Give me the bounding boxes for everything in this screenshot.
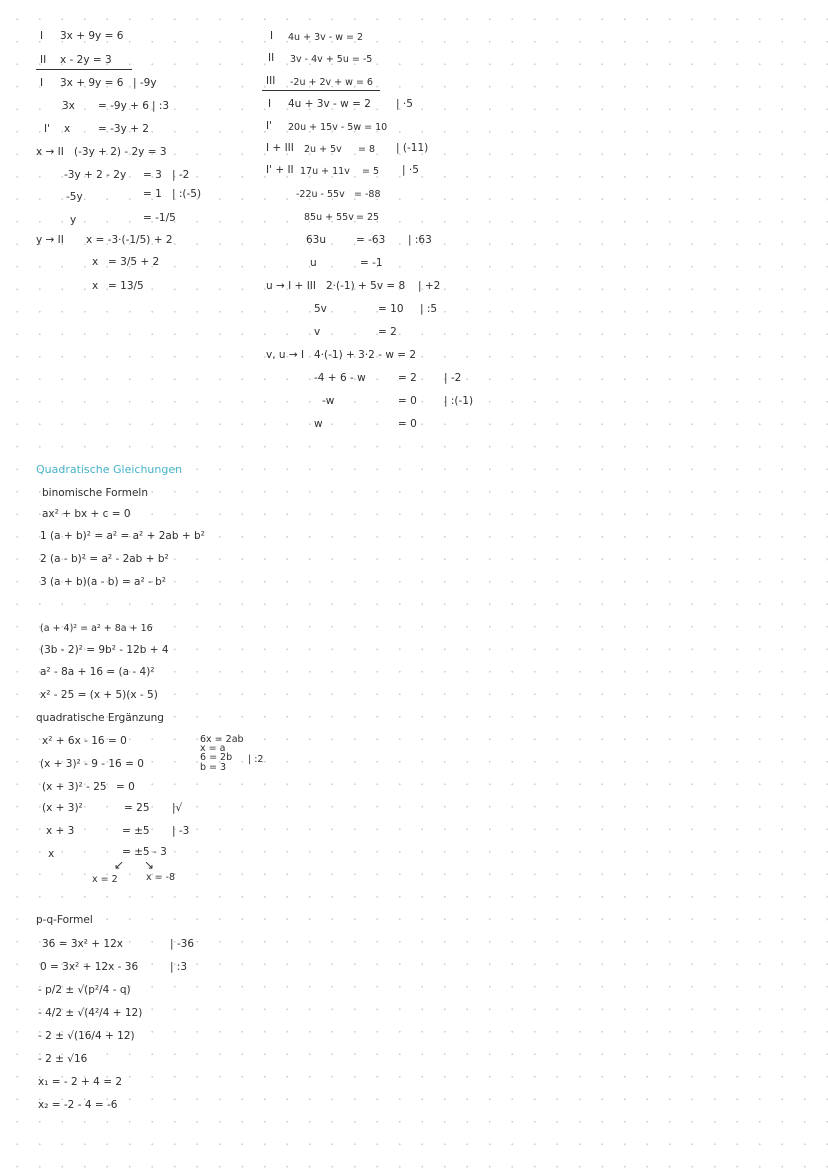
- equation-rhs: = 0: [398, 418, 417, 430]
- equation-lhs: 3x: [62, 100, 75, 112]
- equation-lhs: -4 + 6 - w: [314, 372, 366, 384]
- roman-label: I': [44, 123, 50, 135]
- equation-rhs: = 2: [378, 326, 397, 338]
- substitution-label: y → II: [36, 234, 64, 246]
- side-calc: x = a: [200, 743, 226, 754]
- equation-lhs: 17u + 11v: [300, 166, 350, 177]
- equation-lhs: (x + 3)²: [42, 802, 83, 814]
- operation-note: | -2: [172, 169, 190, 181]
- operation-note: | ·5: [396, 98, 413, 110]
- combination-label: I + III: [266, 142, 294, 154]
- equation-lhs: -22u - 55v: [296, 189, 345, 200]
- equation: 3x + 9y = 6: [60, 30, 124, 42]
- arrow-down-right-icon: ↘: [144, 858, 155, 872]
- substitution-label: v, u → I: [266, 349, 305, 361]
- equation: 3v - 4v + 5u = -5: [290, 54, 373, 65]
- equation-rhs: = 3: [143, 169, 162, 181]
- operation-note: | +2: [418, 280, 441, 292]
- equation-lhs: x: [92, 256, 99, 268]
- operation-note: | -9y: [133, 77, 157, 89]
- equation: 4·(-1) + 3·2 - w = 2: [314, 349, 417, 361]
- arrow-down-left-icon: ↙: [114, 858, 125, 872]
- side-calc: 6 = 2b: [200, 752, 233, 763]
- pq-step: - 2 ± √16: [38, 1053, 88, 1065]
- equation: x = -3·(-1/5) + 2: [86, 234, 173, 246]
- equation-lhs: u: [310, 257, 317, 269]
- pq-step: - 2 ± √(16/4 + 12): [38, 1030, 135, 1042]
- equation-rhs: = 3/5 + 2: [108, 256, 160, 268]
- section-heading: Quadratische Gleichungen: [36, 463, 183, 476]
- equation: x² + 6x - 16 = 0: [42, 735, 127, 747]
- roman-label: III: [266, 75, 276, 87]
- underline: [262, 90, 380, 91]
- equation-lhs: x: [92, 280, 99, 292]
- example: (a + 4)² = a² + 8a + 16: [40, 623, 153, 634]
- equation-rhs: = 13/5: [108, 280, 144, 292]
- binomial-formula: 1 (a + b)² = a² = a² + 2ab + b²: [40, 530, 205, 542]
- equation-lhs: -3y + 2 - 2y: [64, 169, 127, 181]
- equation-rhs: = -1: [360, 257, 383, 269]
- equation-rhs: = -9y + 6: [98, 100, 149, 112]
- equation-lhs: -5y: [66, 191, 83, 203]
- substitution-label: u → I + III: [266, 280, 316, 292]
- underline: [36, 69, 132, 70]
- equation-rhs: = -1/5: [143, 212, 176, 224]
- operation-note: | ·5: [402, 164, 419, 176]
- equation-rhs: = 10: [378, 303, 404, 315]
- example: (3b - 2)² = 9b² - 12b + 4: [40, 644, 169, 656]
- roman-label: I: [40, 77, 44, 89]
- equation: -2u + 2v + w = 6: [290, 77, 373, 88]
- operation-note: | :2: [248, 754, 264, 765]
- equation-lhs: w: [314, 418, 323, 430]
- operation-note: | :3: [152, 100, 170, 112]
- equation-lhs: 5v: [314, 303, 327, 315]
- equation-lhs: y: [70, 214, 77, 226]
- operation-note: | :63: [408, 234, 432, 246]
- equation: (-3y + 2) - 2y = 3: [74, 146, 167, 158]
- equation: 2·(-1) + 5v = 8: [326, 280, 406, 292]
- combination-label: I' + II: [266, 164, 294, 176]
- equation-rhs: = 1: [143, 188, 162, 200]
- roman-label: I: [268, 98, 272, 110]
- roman-label: II: [40, 54, 47, 66]
- substitution-label: x → II: [36, 146, 64, 158]
- binomial-formula: 2 (a - b)² = a² - 2ab + b²: [40, 553, 169, 565]
- solution: x₂ = -2 - 4 = -6: [38, 1099, 118, 1111]
- equation-rhs: = 2: [398, 372, 417, 384]
- solution: x = -8: [146, 872, 176, 883]
- equation: 36 = 3x² + 12x: [42, 938, 123, 950]
- equation-lhs: -w: [322, 395, 335, 407]
- solution: x = 2: [92, 874, 118, 885]
- equation: (x + 3)² - 9 - 16 = 0: [40, 758, 144, 770]
- equation-lhs: 63u: [306, 234, 327, 246]
- equation-rhs: = -63: [356, 234, 386, 246]
- equation-lhs: (x + 3)² - 25: [42, 781, 107, 793]
- equation: x - 2y = 3: [60, 54, 112, 66]
- example: a² - 8a + 16 = (a - 4)²: [40, 666, 155, 678]
- equation: 3x + 9y = 6: [60, 77, 124, 89]
- binomial-formula: 3 (a + b)(a - b) = a² - b²: [40, 576, 166, 588]
- operation-note: | :5: [420, 303, 438, 315]
- operation-note: | :(-1): [444, 395, 474, 407]
- equation-lhs: 85u + 55v: [304, 212, 354, 223]
- equation: 4u + 3v - w = 2: [288, 98, 371, 110]
- pq-step: - p/2 ± √(p²/4 - q): [38, 984, 131, 996]
- equation-lhs: 2u + 5v: [304, 144, 342, 155]
- roman-label: II: [268, 52, 275, 64]
- equation-rhs: = 5: [362, 166, 380, 177]
- subheading-binomial: binomische Formeln: [42, 487, 148, 499]
- equation-lhs: x + 3: [46, 825, 75, 837]
- equation-rhs: = 25: [124, 802, 150, 814]
- operation-note: | :3: [170, 961, 188, 973]
- roman-label: I: [40, 30, 44, 42]
- equation-lhs: v: [314, 326, 321, 338]
- equation-rhs: = ±5: [122, 825, 150, 837]
- equation-rhs: = -88: [354, 189, 381, 200]
- side-calc: b = 3: [200, 762, 227, 773]
- equation-lhs: x: [64, 123, 71, 135]
- equation-rhs: = 8: [358, 144, 376, 155]
- operation-note: |√: [172, 802, 183, 814]
- operation-note: | :(-5): [172, 188, 202, 200]
- roman-label: I: [270, 30, 274, 42]
- equation: 0 = 3x² + 12x - 36: [40, 961, 139, 973]
- operation-note: | -2: [444, 372, 462, 384]
- example: x² - 25 = (x + 5)(x - 5): [40, 689, 158, 701]
- operation-note: | -3: [172, 825, 190, 837]
- operation-note: | (-11): [396, 142, 429, 154]
- equation-rhs: = -3y + 2: [98, 123, 149, 135]
- subheading-pq-formula: p-q-Formel: [36, 914, 93, 926]
- equation: 4u + 3v - w = 2: [288, 32, 364, 43]
- equation-rhs: = ±5 - 3: [122, 846, 167, 858]
- side-calc: 6x = 2ab: [200, 734, 244, 745]
- subheading-completing-square: quadratische Ergänzung: [36, 712, 164, 724]
- equation-rhs: = 25: [356, 212, 380, 223]
- operation-note: | -36: [170, 938, 195, 950]
- solution: x₁ = - 2 + 4 = 2: [38, 1076, 123, 1088]
- equation-rhs: = 0: [398, 395, 417, 407]
- pq-step: - 4/2 ± √(4²/4 + 12): [38, 1007, 143, 1019]
- equation-lhs: x: [48, 848, 55, 860]
- equation-rhs: = 0: [116, 781, 135, 793]
- general-form: ax² + bx + c = 0: [42, 508, 131, 520]
- equation: 20u + 15v - 5w = 10: [288, 122, 388, 133]
- roman-label: I': [266, 120, 272, 132]
